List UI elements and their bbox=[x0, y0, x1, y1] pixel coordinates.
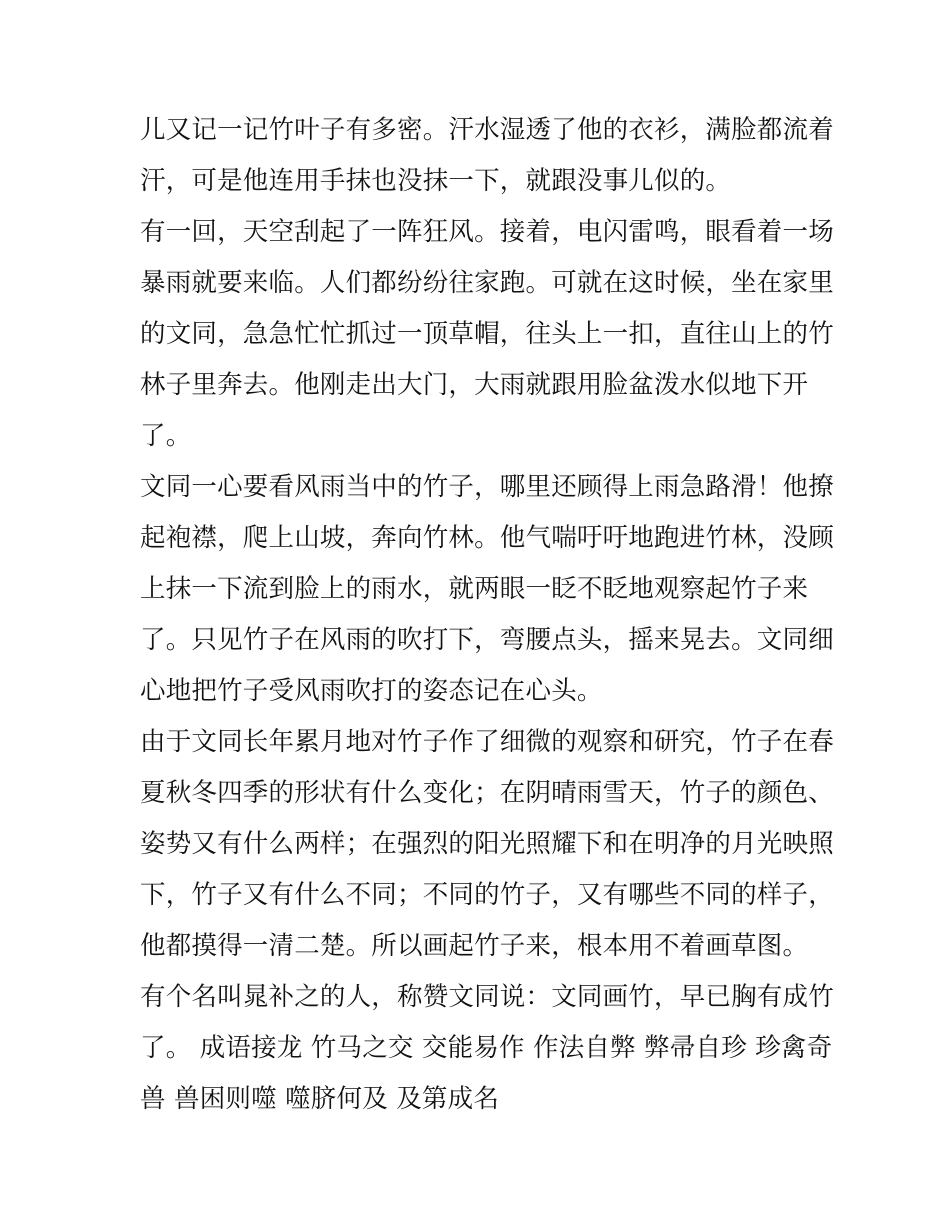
text-line: 下，竹子又有什么不同；不同的竹子，又有哪些不同的样子， bbox=[140, 880, 834, 910]
text-line: 他都摸得一清二楚。所以画起竹子来，根本用不着画草图。 bbox=[140, 931, 809, 961]
text-line: 了。 bbox=[140, 421, 192, 451]
text-line: 汗，可是他连用手抹也没抹一下，就跟没事儿似的。 bbox=[140, 166, 732, 196]
text-line: 文同一心要看风雨当中的竹子，哪里还顾得上雨急路滑！他撩 bbox=[140, 472, 834, 502]
text-line: 心地把竹子受风雨吹打的姿态记在心头。 bbox=[140, 676, 603, 706]
text-line: 兽 兽困则噬 噬脐何及 及第成名 bbox=[140, 1084, 500, 1114]
text-line: 由于文同长年累月地对竹子作了细微的观察和研究，竹子在春 bbox=[140, 727, 834, 757]
text-line: 起袍襟，爬上山坡，奔向竹林。他气喘吁吁地跑进竹林，没顾 bbox=[140, 523, 834, 553]
text-line: 儿又记一记竹叶子有多密。汗水湿透了他的衣衫，满脸都流着 bbox=[140, 115, 834, 145]
text-line: 了。 成语接龙 竹马之交 交能易作 作法自弊 弊帚自珍 珍禽奇 bbox=[140, 1033, 833, 1063]
text-line: 林子里奔去。他刚走出大门，大雨就跟用脸盆泼水似地下开 bbox=[140, 370, 809, 400]
text-line: 上抹一下流到脸上的雨水，就两眼一眨不眨地观察起竹子来 bbox=[140, 574, 809, 604]
text-line: 夏秋冬四季的形状有什么变化；在阴晴雨雪天，竹子的颜色、 bbox=[140, 778, 834, 808]
text-line: 有一回，天空刮起了一阵狂风。接着，电闪雷鸣，眼看着一场 bbox=[140, 217, 834, 247]
body-text bbox=[140, 105, 834, 1125]
text-line: 有个名叫晁补之的人，称赞文同说：文同画竹，早已胸有成竹 bbox=[140, 982, 834, 1012]
text-line: 姿势又有什么两样；在强烈的阳光照耀下和在明净的月光映照 bbox=[140, 829, 834, 859]
text-line: 了。只见竹子在风雨的吹打下，弯腰点头，摇来晃去。文同细 bbox=[140, 625, 834, 655]
text-line: 暴雨就要来临。人们都纷纷往家跑。可就在这时候，坐在家里 bbox=[140, 268, 834, 298]
text-line: 的文同，急急忙忙抓过一顶草帽，往头上一扣，直往山上的竹 bbox=[140, 319, 834, 349]
